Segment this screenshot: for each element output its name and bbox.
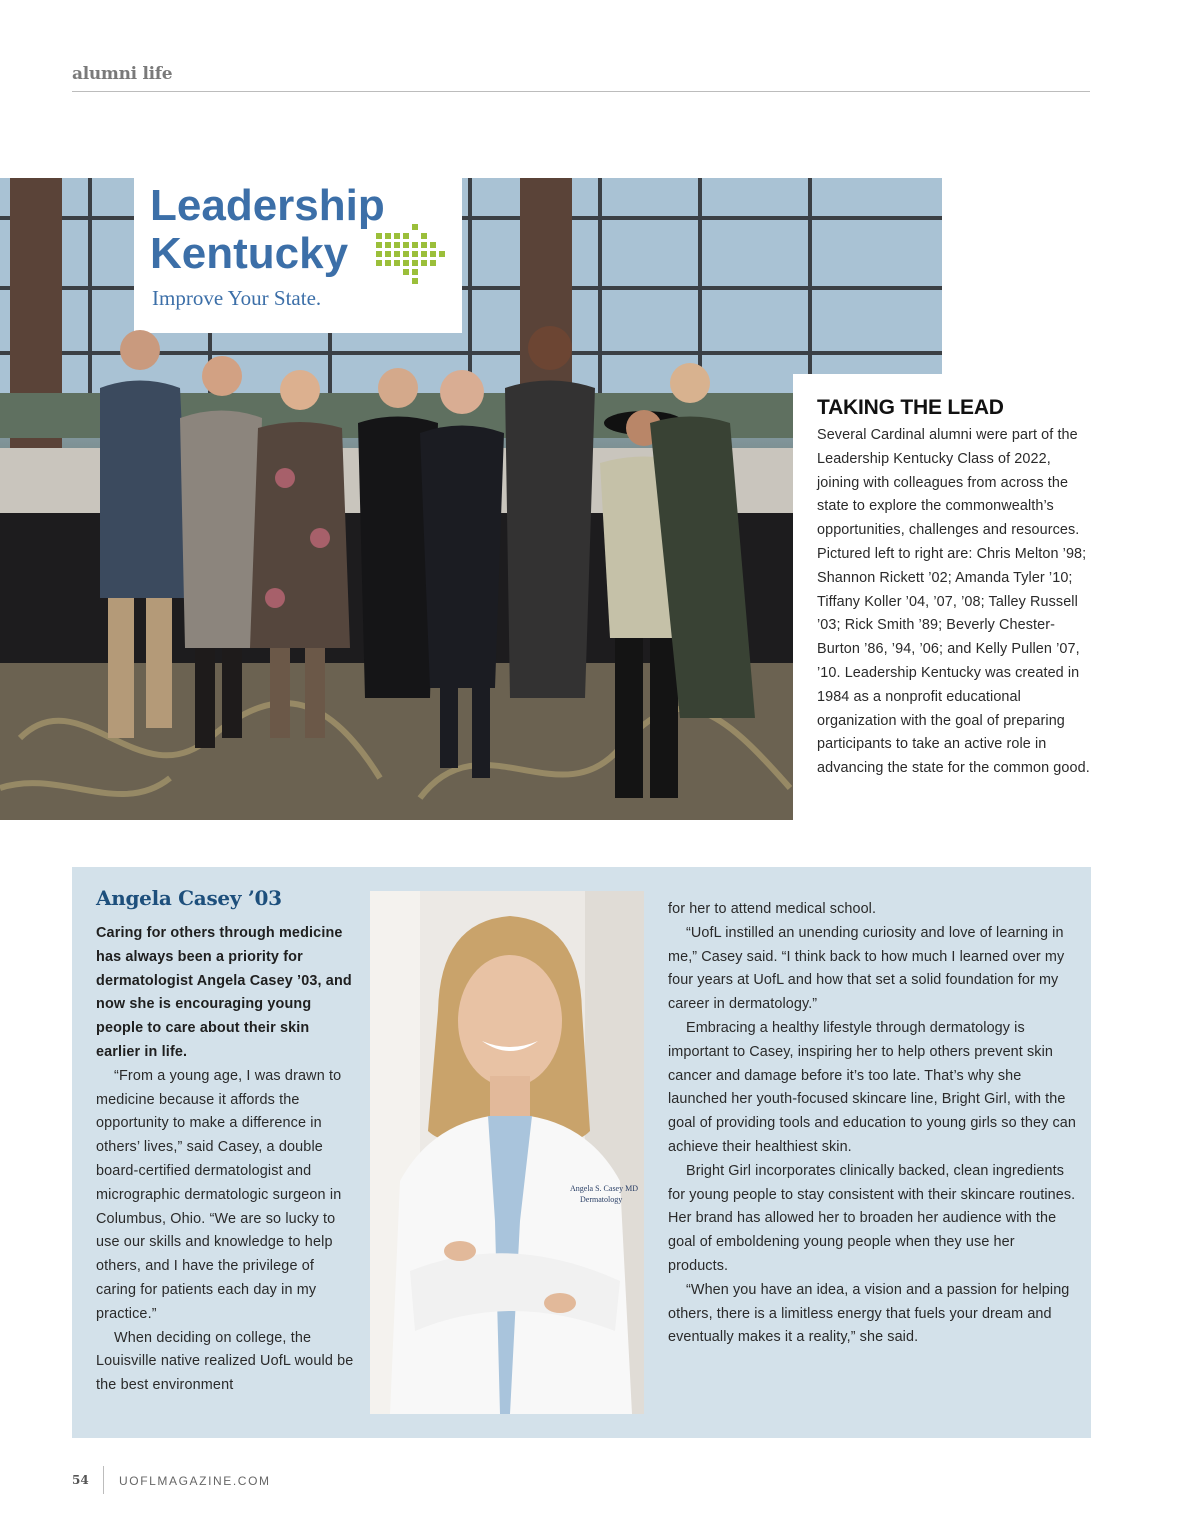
lead-story-body: Several Cardinal alumni were part of the Leadership Kentucky Class of 2022, joining with colleagues from across the state to explore the commonwealth’s opportunities, challenges and resources. Pictured left to right are: Chris Melton ’98; Shannon Rickett ’02; Amanda Tyler ’10; Tiffany Koller ’04, ’07, ’08; Talley Russell ’03; Rick Smith ’89; Beverly Chester-Burton ’86, ’94, ’06; and Kelly Pullen ’07, ’10. Leadership Kentucky was created in 1984 as a nonprofit educational organization with the goal of preparing participants to take an active role in advancing the state for the common good.: [817, 427, 1090, 777]
footer-site: UOFLMAGAZINE.COM: [119, 1474, 271, 1488]
profile-paragraph-2-continued: for her to attend medical school.: [668, 901, 877, 917]
profile-paragraph-2: When deciding on college, the Louisville native realized UofL would be the best environment: [96, 1329, 354, 1394]
profile-paragraph-6: “When you have an idea, a vision and a passion for helping others, there is a limitless energy that fuels your dream and eventually makes it a reality,” she said.: [668, 1281, 1070, 1346]
profile-name: Angela Casey ’03: [96, 886, 282, 910]
profile-paragraph-1: “From a young age, I was drawn to medicine because it affords the opportunity to make a difference in others’ lives,” said Casey, a double board-certified dermatologist and micrographic dermatologic surgeon in Columbus, Ohio. “We are so lucky to use our skills and knowledge to help others, and I have the privilege of caring for patients each day in my practice.”: [96, 1067, 342, 1322]
footer-divider: [103, 1466, 104, 1494]
banner-tagline: Improve Your State.: [152, 286, 322, 310]
profile-paragraph-4: Embracing a healthy lifestyle through dermatology is important to Casey, inspiring her to help others prevent skin cancer and damage before it’s too late. That’s why she launched her youth-focused skincare line, Bright Girl, with the goal of providing tools and education to young girls so they can achieve their healthiest skin.: [668, 1019, 1077, 1155]
profile-paragraph-3: “UofL instilled an unending curiosity and love of learning in me,” Casey said. “I think back to how much I learned over my four years at UofL and how that set a solid foundation for my career in dermatology.”: [668, 924, 1065, 1013]
coat-embroidery-name: Angela S. Casey MD: [570, 1184, 638, 1193]
lead-story-title: TAKING THE LEAD: [817, 396, 1004, 419]
banner-kentucky: Kentucky: [150, 229, 349, 278]
page-number: 54: [72, 1473, 89, 1487]
profile-column-right: [668, 898, 1078, 1350]
coat-embroidery-dept: Dermatology: [580, 1195, 623, 1204]
profile-lede: Caring for others through medicine has always been a priority for dermatologist Angela Casey ’03, and now she is encouraging young people to care about their skin earlier in life.: [96, 925, 352, 1060]
header-divider: [72, 91, 1090, 92]
profile-paragraph-5: Bright Girl incorporates clinically backed, clean ingredients for young people to stay consistent with their skincare routines. Her brand has allowed her to broaden her audience with the goal of emboldening young people when they use her products.: [668, 1162, 1076, 1274]
portrait-photo: [370, 891, 644, 1414]
banner-leadership: Leadership: [150, 181, 385, 230]
section-label: alumni life: [72, 64, 173, 84]
profile-column-left: [96, 922, 354, 1398]
